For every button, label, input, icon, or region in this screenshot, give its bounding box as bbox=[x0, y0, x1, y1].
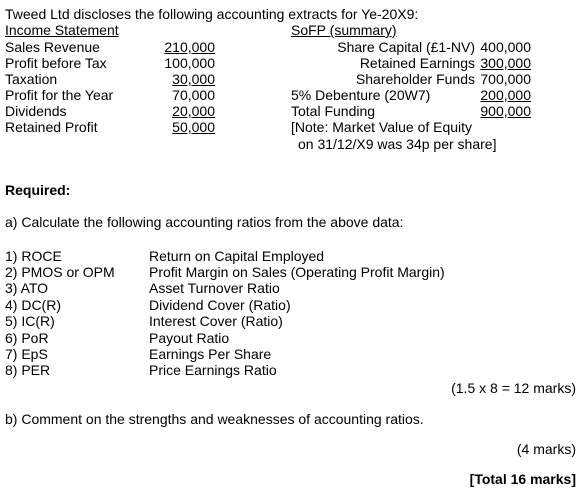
ratio-desc: Dividend Cover (Ratio) bbox=[149, 297, 291, 313]
sofp-label: Retained Earnings bbox=[359, 55, 475, 71]
part-b-text: b) Comment on the strengths and weaknesses of accounting ratios. bbox=[5, 411, 424, 427]
ratio-code: 5) IC(R) bbox=[5, 313, 55, 329]
marks-b: (4 marks) bbox=[516, 441, 576, 457]
sofp-value: 300,000 bbox=[480, 55, 531, 71]
ratio-code: 2) PMOS or OPM bbox=[5, 264, 115, 280]
sofp-label: Total Funding bbox=[291, 103, 376, 119]
sofp-value: 900,000 bbox=[480, 103, 531, 119]
sofp-note-line1: [Note: Market Value of Equity bbox=[291, 119, 473, 135]
is-label: Taxation bbox=[5, 71, 58, 87]
ratio-desc: Profit Margin on Sales (Operating Profit Margin) bbox=[149, 264, 445, 280]
is-label: Profit for the Year bbox=[5, 87, 114, 103]
is-label: Retained Profit bbox=[5, 119, 98, 135]
is-value: 210,000 bbox=[164, 39, 215, 55]
is-value: 20,000 bbox=[172, 103, 215, 119]
is-label: Sales Revenue bbox=[5, 39, 100, 55]
required-heading: Required: bbox=[5, 182, 71, 198]
sofp-label: 5% Debenture (20W7) bbox=[291, 87, 431, 103]
sofp-value: 400,000 bbox=[480, 39, 531, 55]
marks-a: (1.5 x 8 = 12 marks) bbox=[451, 380, 576, 396]
ratio-code: 7) EpS bbox=[5, 346, 48, 362]
is-label: Profit before Tax bbox=[5, 55, 107, 71]
is-value: 50,000 bbox=[172, 119, 215, 135]
part-a-text: a) Calculate the following accounting ratios from the above data: bbox=[5, 214, 404, 230]
is-value: 100,000 bbox=[164, 55, 215, 71]
is-label: Dividends bbox=[5, 103, 67, 119]
intro-text: Tweed Ltd discloses the following accounting extracts for Ye-20X9: bbox=[5, 6, 419, 22]
sofp-heading: SoFP (summary) bbox=[291, 22, 397, 38]
sofp-value: 200,000 bbox=[480, 87, 531, 103]
sofp-value: 700,000 bbox=[480, 71, 531, 87]
ratio-code: 6) PoR bbox=[5, 330, 49, 346]
ratio-code: 3) ATO bbox=[5, 280, 49, 296]
ratio-code: 8) PER bbox=[5, 362, 51, 378]
ratio-code: 1) ROCE bbox=[5, 248, 62, 264]
total-marks: [Total 16 marks] bbox=[469, 471, 576, 487]
is-value: 30,000 bbox=[172, 71, 215, 87]
sofp-note-line2: on 31/12/X9 was 34p per share] bbox=[298, 136, 497, 152]
ratio-desc: Price Earnings Ratio bbox=[149, 362, 277, 378]
sofp-label: Share Capital (£1-NV) bbox=[337, 39, 475, 55]
ratio-desc: Return on Capital Employed bbox=[149, 248, 325, 264]
ratio-desc: Payout Ratio bbox=[149, 330, 230, 346]
income-statement-heading: Income Statement bbox=[5, 22, 119, 38]
is-value: 70,000 bbox=[172, 87, 215, 103]
ratio-desc: Earnings Per Share bbox=[149, 346, 272, 362]
ratio-code: 4) DC(R) bbox=[5, 297, 61, 313]
ratio-desc: Interest Cover (Ratio) bbox=[149, 313, 283, 329]
ratio-desc: Asset Turnover Ratio bbox=[149, 280, 280, 296]
sofp-label: Shareholder Funds bbox=[355, 71, 475, 87]
